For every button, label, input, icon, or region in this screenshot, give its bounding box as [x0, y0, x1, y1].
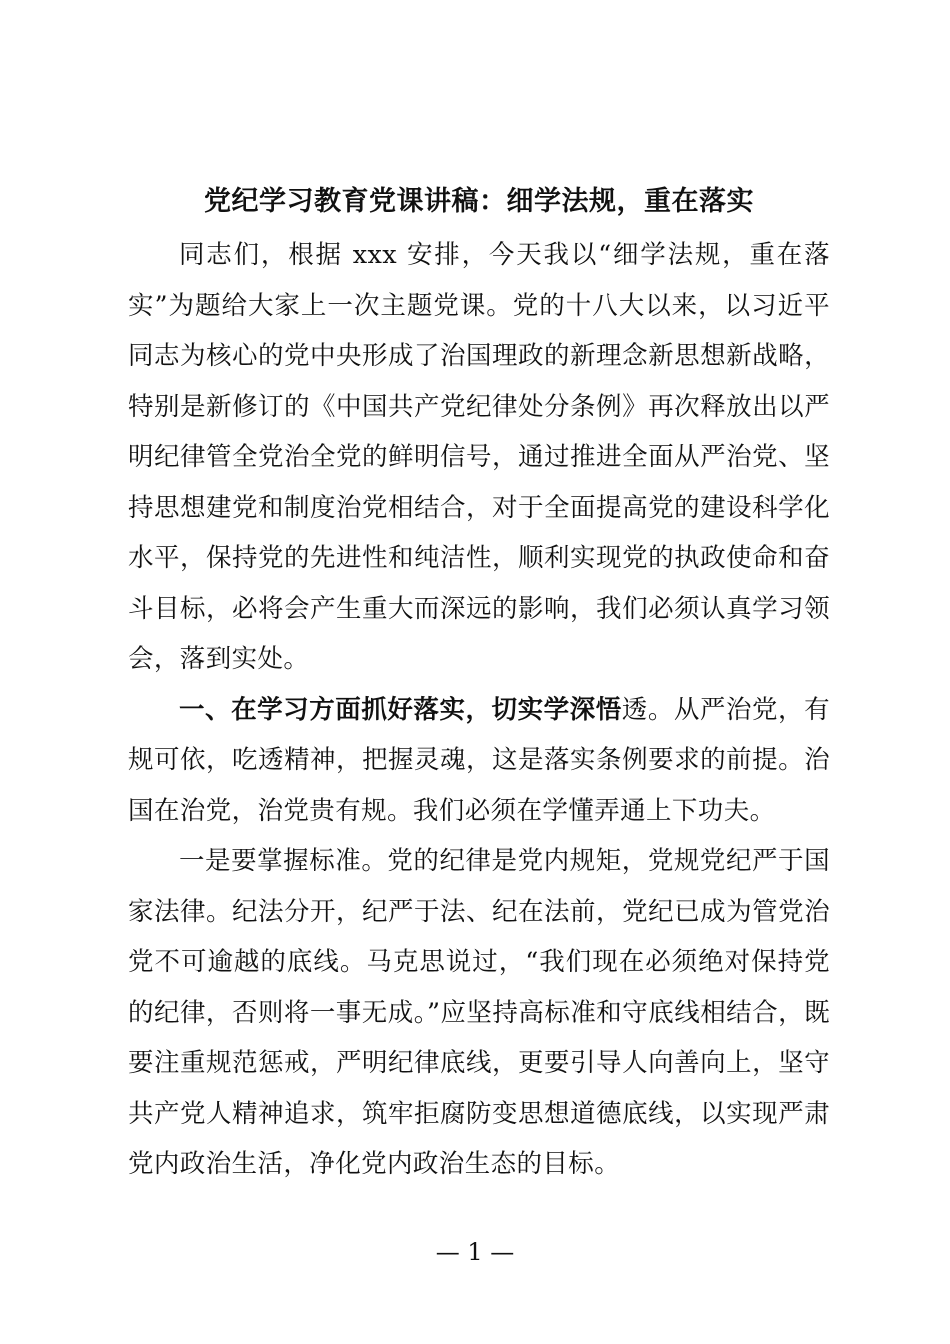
paragraph-text: 一是要掌握标准。党的纪律是党内规矩，党规党纪严于国家法律。纪法分开，纪严于法、纪在法前，党纪已成为管党治党不可逾越的底线。马克思说过，“我们现在必须绝对保持党的纪律，否则将一事无成。”应坚持高标准和守底线相结合，既要注重规范惩戒，严明纪律底线，更要引导人向善向上，坚守共产党人精神追求，筑牢拒腐防变思想道德底线，以实现严肃党内政治生活，净化党内政治生态的目标。: [128, 846, 830, 1179]
paragraph-text: 同志们，根据 xxx 安排，今天我以“细学法规，重在落实”为题给大家上一次主题党课。党的十八大以来，以习近平同志为核心的党中央形成了治国理政的新理念新思想新战略，特别是新修订的《中国共产党纪律处分条例》再次释放出以严明纪律管全党治全党的鲜明信号，通过推进全面从严治党、坚持思想建党和制度治党相结合，对于全面提高党的建设科学化水平，保持党的先进性和纯洁性，顺利实现党的执政使命和奋斗目标，必将会产生重大而深远的影响，我们必须认真学习领会，落到实处。: [128, 240, 830, 674]
paragraph-section-one: [128, 685, 830, 837]
paragraph-intro: [128, 230, 830, 685]
page-number: — 1 —: [435, 1238, 515, 1266]
section-heading: 一、在学习方面抓好落实，切实学深悟: [179, 694, 622, 725]
document-title: 党纪学习教育党课讲稿：细学法规，重在落实: [204, 186, 754, 217]
paragraph-text: 透。从严治党，有规可依，吃透精神，把握灵魂，这是落实条例要求的前提。治国在治党，治党贵有规。我们必须在学懂弄通上下功夫。: [128, 694, 830, 826]
paragraph-point-one: [128, 836, 830, 1190]
document-body: [128, 230, 830, 1190]
